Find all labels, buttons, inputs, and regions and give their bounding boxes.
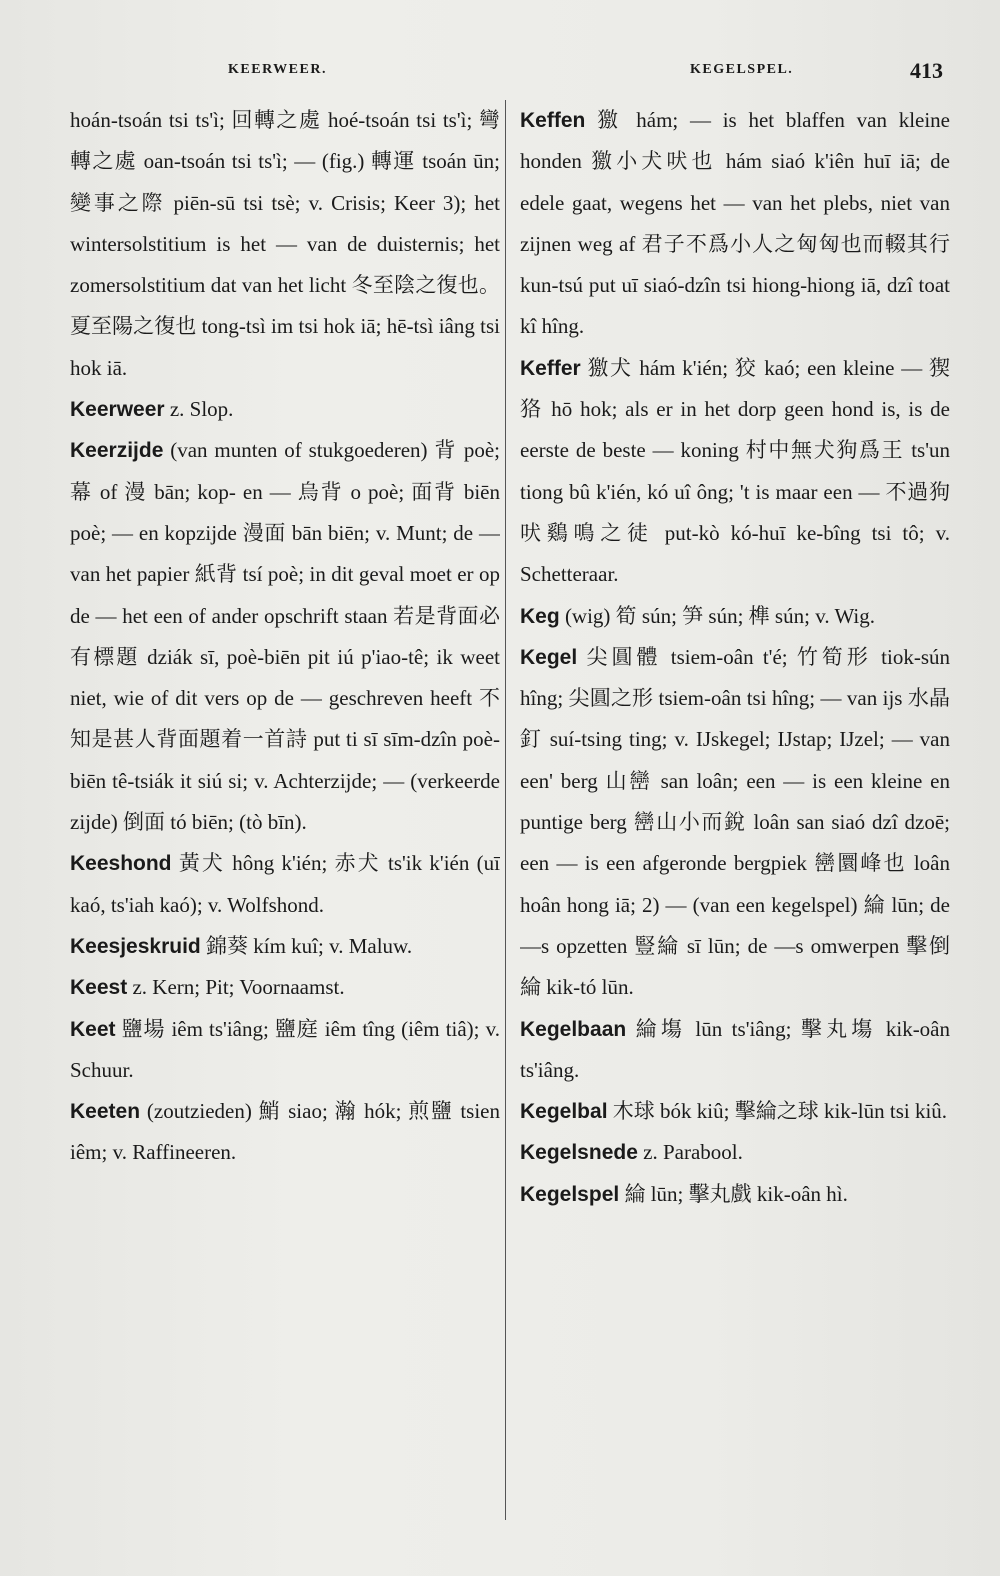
page-number: 413 xyxy=(910,58,943,83)
column-divider xyxy=(505,100,506,1520)
entry-keffer xyxy=(520,348,950,596)
definition: 黃犬 hông k'ién; 赤犬 ts'ik k'ién (uī kaó, ts'iah kaó); v. Wolfshond. xyxy=(70,851,500,917)
entry-keest xyxy=(70,967,500,1008)
definition: z. Parabool. xyxy=(643,1140,743,1165)
entry-kegelbal xyxy=(520,1091,950,1132)
definition: (zoutzieden) 鮹 siao; 瀚 hók; 煎鹽 tsien iêm; v. Raffineeren. xyxy=(70,1099,500,1165)
headword: Keet xyxy=(70,1017,116,1041)
definition: 尖圓體 tsiem-oân t'é; 竹筍形 tiok-sún hîng; 尖圓之形 tsiem-oân tsi hîng; — van ijs 水晶釘 suí-tsing ting; v. IJskegel; IJstap; IJzel; — van een' berg 山巒 san loân; een — is een kleine en puntige berg 巒山小而銳 loân san siaó dzî dzoē; een — is een afgeronde bergpiek 巒圜峰也 loân hoân hong iā; 2) — (van een kegelspel) 綸 lūn; de —s opzetten 豎綸 sī lūn; de —s omwerpen 擊倒綸 kik-tó lūn. xyxy=(520,644,950,1000)
definition: z. Kern; Pit; Voornaamst. xyxy=(132,975,345,1000)
running-head xyxy=(0,58,1000,88)
definition: 鹽場 iêm ts'iâng; 鹽庭 iêm tîng (iêm tiâ); v. Schuur. xyxy=(70,1016,500,1082)
definition: (wig) 筍 sún; 笋 sún; 榫 sún; v. Wig. xyxy=(564,603,876,628)
headword: Kegelbaan xyxy=(520,1017,627,1041)
headword: Keerzijde xyxy=(70,439,164,463)
entry-kegel xyxy=(520,637,950,1009)
entry-kegelspel xyxy=(520,1174,950,1215)
headword: Kegelsnede xyxy=(520,1141,638,1165)
entry-keesjeskruid xyxy=(70,926,500,967)
entry-keg xyxy=(520,596,950,637)
header-left: KEERWEER. xyxy=(228,62,327,77)
headword: Keeshond xyxy=(70,852,172,876)
entry-kegelsnede xyxy=(520,1132,950,1173)
headword: Keeten xyxy=(70,1100,141,1124)
headword: Keerweer xyxy=(70,398,165,422)
definition: 木球 bók kiû; 擊綸之球 kik-lūn tsi kiû. xyxy=(612,1099,948,1124)
entry-keffen xyxy=(520,100,950,348)
headword: Keest xyxy=(70,976,128,1000)
left-column xyxy=(70,100,500,1520)
headword: Keesjeskruid xyxy=(70,934,201,958)
header-right: KEGELSPEL. xyxy=(690,62,794,77)
headword: Keffer xyxy=(520,356,581,380)
headword: Kegelspel xyxy=(520,1182,620,1206)
entry-keerweer xyxy=(70,389,500,430)
definition: 綸 lūn; 擊丸戲 kik-oân hì. xyxy=(624,1181,848,1206)
definition: (van munten of stukgoederen) 背 poè; 幕 of 漫 bān; kop- en — 烏背 o poè; 面背 biēn poè; — en kopzijde 漫面 bān biēn; v. Munt; de — van het papier 紙背 tsí poè; in dit geval moet er op de — het een of ander opschrift staan 若是背面必有標題 dziák sī, poè-biēn pit iú p'iao-tê; ik weet niet, wie of dit vers op de — geschreven heeft 不知是甚人背面題着一首詩 put ti sī sīm-dzîn poè-biēn tê-tsiák it siú si; v. Achterzijde; — (verkeerde zijde) 倒面 tó biēn; (tò bīn). xyxy=(70,438,500,835)
entry-kegelbaan xyxy=(520,1009,950,1092)
definition: 獥 hám; — is het blaffen van kleine honden 獥小犬吠也 hám siaó k'iên huī iā; de edele gaat, wegens het — van het plebs, niet van zijnen weg af 君子不爲小人之匈匈也而輟其行 kun-tsú put uī siaó-dzîn tsi hiong-hiong iā, dzî toat kî hîng. xyxy=(520,108,950,339)
entry-keeshond xyxy=(70,843,500,926)
definition: 綸塲 lūn ts'iâng; 擊丸塲 kik-oân ts'iâng. xyxy=(520,1016,950,1082)
definition: z. Slop. xyxy=(169,397,234,422)
headword: Kegel xyxy=(520,645,578,669)
entry-keerzijde xyxy=(70,430,500,843)
definition: 獥犬 hám k'ién; 狡 kaó; een kleine — 猰狢 hō hok; als er in het dorp geen hond is, is de eerste de beste — koning 村中無犬狗爲王 ts'un tiong bû k'ién, kó uî ông; 't is maar een — 不過狗吠鷄鳴之徒 put-kò kó-huī ke-bîng tsi tô; v. Schetteraar. xyxy=(520,355,950,587)
headword: Keg xyxy=(520,604,560,628)
right-column xyxy=(520,100,950,1520)
headword: Keffen xyxy=(520,109,586,132)
definition: 錦葵 kím kuî; v. Maluw. xyxy=(206,933,413,958)
entry-keet xyxy=(70,1009,500,1092)
headword: Kegelbal xyxy=(520,1100,608,1124)
entry-keeten xyxy=(70,1091,500,1174)
entry-continuation: hoán-tsoán tsi ts'ì; 回轉之處 hoé-tsoán tsi ts'ì; 彎轉之處 oan-tsoán tsi ts'ì; — (fig.) 轉運 tsoán ūn; 變事之際 piēn-sū tsi tsè; v. Crisis; Keer 3); het wintersolstitium is het — van de duisternis; het zomersolstitium dat van het licht 冬至陰之復也。夏至陽之復也 tong-tsì im tsi hok iā; hē-tsì iâng tsi hok iā. xyxy=(70,108,500,380)
